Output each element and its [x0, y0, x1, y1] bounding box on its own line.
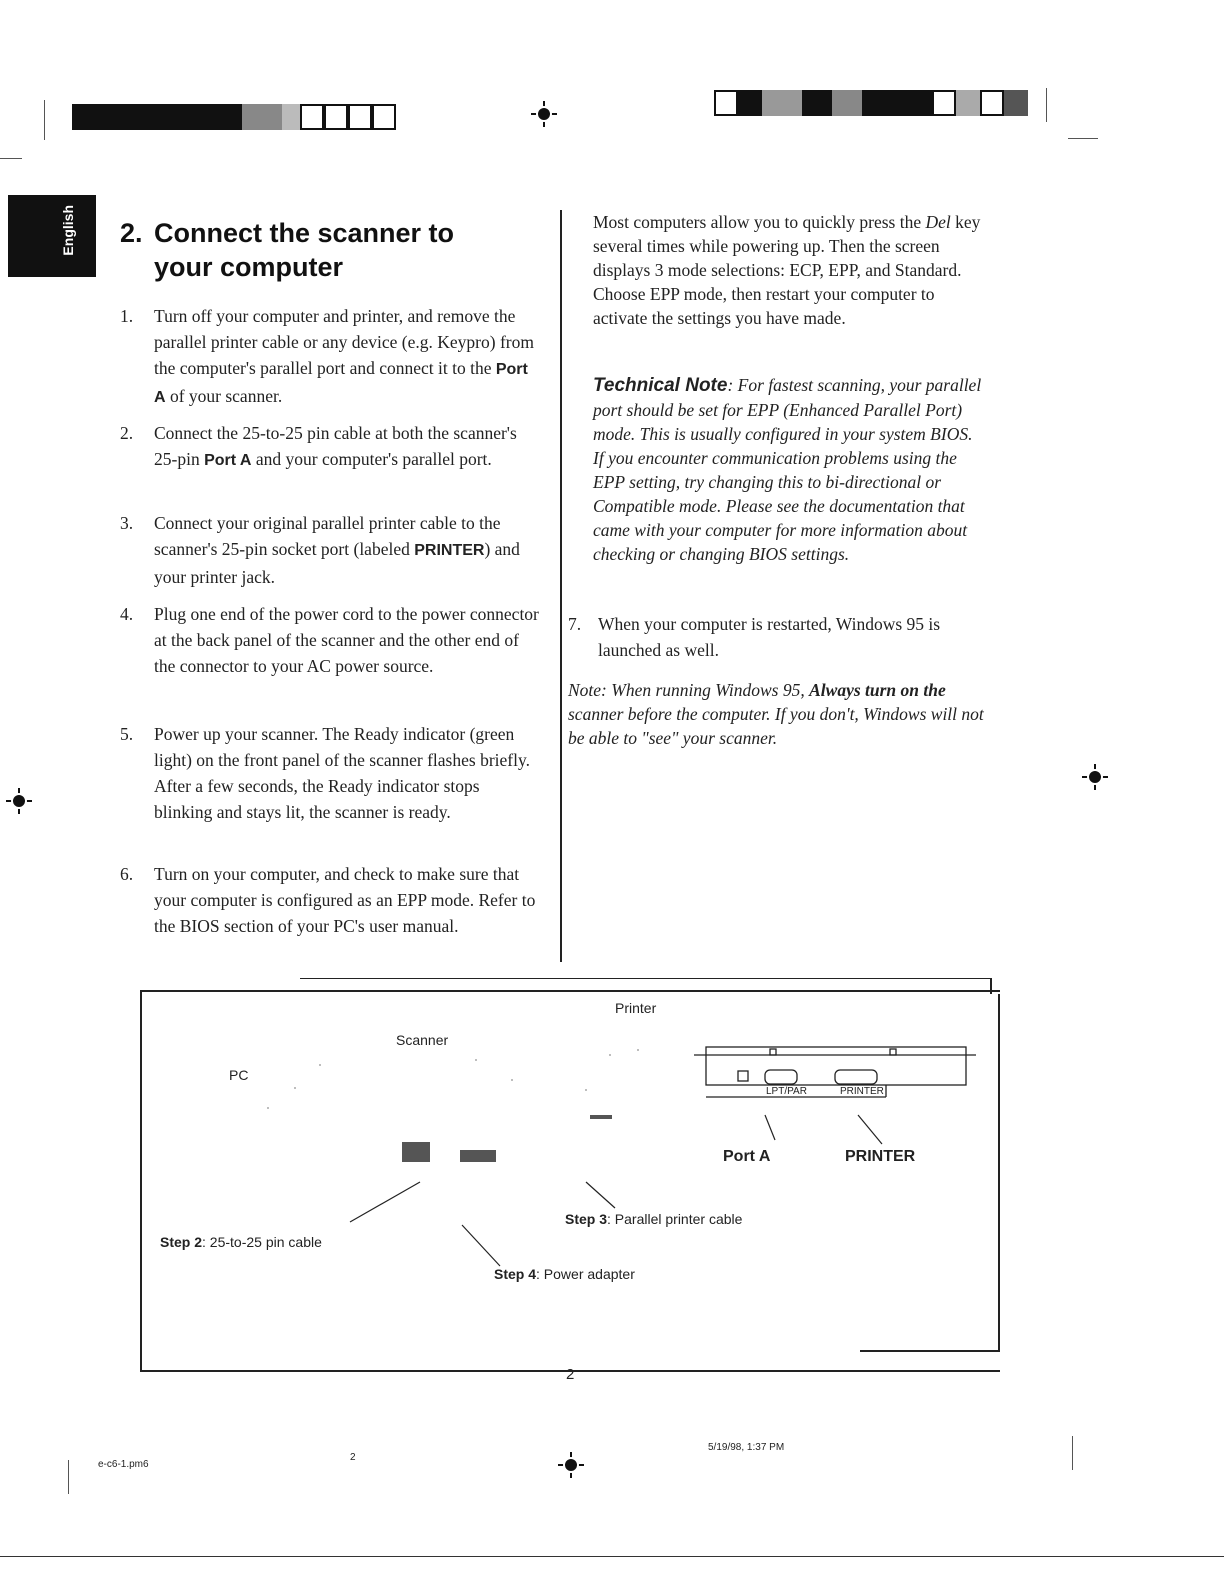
step-2 [120, 420, 540, 474]
step-number: 6. [120, 864, 134, 884]
color-bar-left [72, 104, 396, 130]
registration-mark-right-icon [1082, 764, 1108, 790]
step-text-end: and your computer's parallel port. [251, 449, 492, 469]
step-text: Plug one end of the power cord to the power connector at the back panel of the scanner and the other end of the connector to your AC power source. [154, 604, 539, 676]
step-2-caption [160, 1234, 322, 1250]
step-text: Turn off your computer and printer, and remove the parallel printer cable or any device (e.g. Keypro) from the computer's parallel port and connect it to the [154, 306, 534, 378]
step-3 [120, 510, 540, 590]
language-tab-label: English [60, 205, 76, 256]
windows-note [568, 678, 988, 750]
step-7 [568, 611, 988, 663]
registration-mark-bottom-icon [558, 1452, 584, 1478]
note-text-end: scanner before the computer. If you don't, Windows will not be able to "see" your scanner. [568, 704, 984, 748]
footer-timestamp: 5/19/98, 1:37 PM [708, 1442, 785, 1453]
bios-text: Most computers allow you to quickly press the [593, 212, 926, 232]
language-tab [8, 195, 96, 277]
step-5 [120, 721, 540, 825]
step-text: Connect the 25-to-25 pin cable at both the scanner's 25-pin [154, 423, 517, 469]
scanner-label: Scanner [396, 1032, 449, 1048]
step-text: Connect your original parallel printer cable to the scanner's 25-pin socket port (labeled [154, 513, 501, 559]
panel-label-lpt: LPT/PAR [766, 1086, 807, 1097]
port-a-label: Port A [723, 1148, 771, 1165]
technical-note-body: : For fastest scanning, your parallel port should be set for EPP (Enhanced Parallel Port) mode. This is usually configured in your system BIOS. If you encounter communication problems using the EPP setting, try changing this to bi-directional or Compatible mode. Please see the documentation that came with your computer for more information about checking or changing BIOS settings. [593, 375, 982, 564]
column-divider [560, 210, 562, 962]
pc-label: PC [229, 1067, 249, 1083]
panel-label-printer: PRINTER [840, 1086, 884, 1097]
heading-line1: Connect the scanner to [154, 218, 455, 248]
step-text: Power up your scanner. The Ready indicator (green light) on the front panel of the scanner flashes briefly. After a few seconds, the Ready indicator stops blinking and stays lit, the scanner is ready. [154, 724, 530, 822]
step-text: Turn on your computer, and check to make sure that your computer is configured as an EPP mode. Refer to the BIOS section of your PC's user manual. [154, 864, 536, 936]
registration-mark-left-icon [6, 788, 32, 814]
printer-port-label: PRINTER [845, 1148, 916, 1165]
footer-page: 2 [350, 1452, 356, 1463]
step-bold: PRINTER [414, 542, 485, 559]
step-bold: Port A [204, 452, 252, 469]
technical-note [593, 373, 985, 566]
scanner-back-panel [690, 1045, 980, 1105]
crop-line-right [1046, 88, 1047, 122]
step-number: 3. [120, 513, 134, 533]
bios-text-end: key several times while powering up. Then the screen displays 3 mode selections: ECP, EPP, and Standard. Choose EPP mode, then restart your computer to activate the settings you have made. [593, 212, 981, 328]
section-heading [120, 216, 454, 284]
step-4 [120, 601, 540, 679]
step-text-end: ) and your printer jack. [154, 539, 520, 587]
footer-filename: e-c6-1.pm6 [98, 1459, 149, 1470]
printer-label: Printer [615, 1000, 657, 1016]
footer-bottom-rule [0, 1556, 1224, 1557]
registration-mark-top-icon [531, 101, 557, 127]
note-bold: Always turn on the [809, 680, 946, 700]
step-bold: Port A [154, 361, 528, 406]
step-3-caption-bold: Step 3 [565, 1211, 608, 1227]
diagram-frame-top-right [300, 978, 992, 979]
del-key: Del [925, 212, 951, 232]
step-2-caption-bold: Step 2 [160, 1234, 203, 1250]
step-1 [120, 303, 540, 411]
step-text: When your computer is restarted, Windows 95 is launched as well. [598, 614, 941, 660]
step-3-caption [565, 1211, 742, 1227]
crop-tick-right [1068, 138, 1098, 139]
color-bar-right [714, 90, 1028, 116]
crop-line-left [44, 100, 45, 140]
heading-number: 2. [120, 218, 143, 248]
crop-tick-left [0, 158, 22, 159]
footer-crop-left [68, 1460, 69, 1494]
step-2-caption-text: : 25-to-25 pin cable [202, 1234, 322, 1250]
step-text-end: of your scanner. [165, 386, 283, 406]
heading-line2: your computer [154, 252, 344, 282]
step-6 [120, 861, 540, 939]
step-4-caption-text: : Power adapter [536, 1266, 635, 1282]
step-4-caption-bold: Step 4 [494, 1266, 537, 1282]
step-number: 7. [568, 614, 582, 634]
step-number: 5. [120, 724, 134, 744]
page-number: 2 [566, 1366, 575, 1383]
footer-crop-right [1072, 1436, 1073, 1470]
step-4-caption [494, 1266, 635, 1282]
step-number: 4. [120, 604, 134, 624]
note-text: Note: When running Windows 95, [568, 680, 810, 700]
bios-paragraph [593, 210, 985, 330]
step-number: 1. [120, 306, 134, 326]
step-number: 2. [120, 423, 134, 443]
step-3-caption-text: : Parallel printer cable [607, 1211, 743, 1227]
technical-note-title: Technical Note [593, 375, 728, 396]
